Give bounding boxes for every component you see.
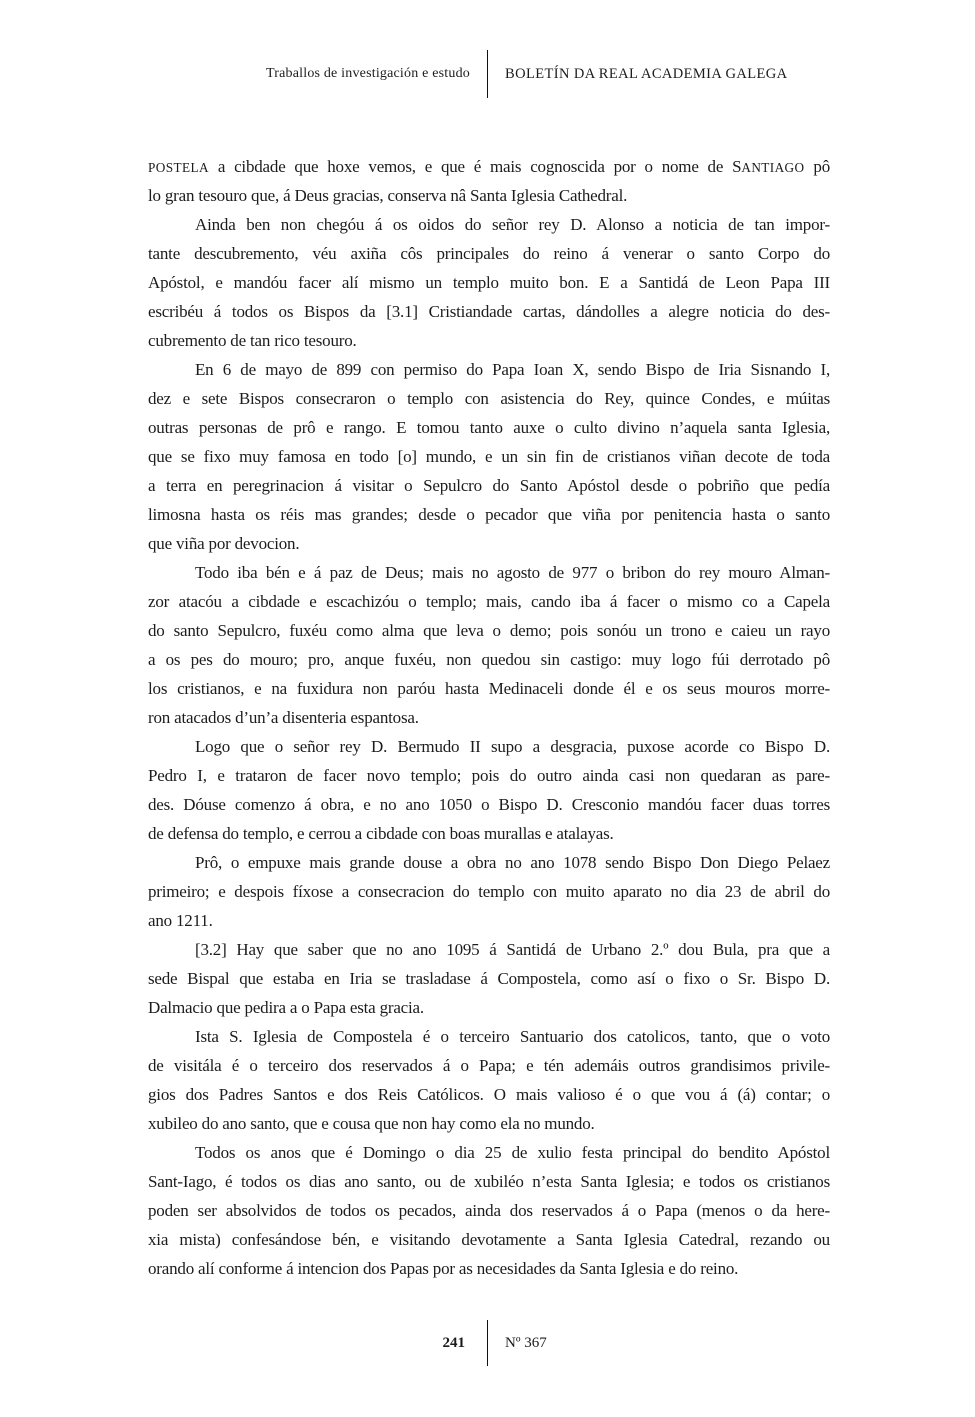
- text-line: a os pes do mouro; pro, anque fuxéu, non quedou sin castigo: muy logo fúi derrotado pô: [148, 650, 830, 669]
- text-line: [3.2] Hay que saber que no ano 1095 á Santidá de Urbano 2.º dou Bula, pra que a: [195, 940, 830, 959]
- text-line: des. Dóuse comenzo á obra, e no ano 1050 o Bispo D. Cresconio mandóu facer duas torres: [148, 795, 830, 814]
- text-line: En 6 de mayo de 899 con permiso do Papa Ioan X, sendo Bispo de Iria Sisnando I,: [195, 360, 830, 379]
- text-line: tante descubremento, véu axiña côs principales do reino á venerar o santo Corpo do: [148, 244, 830, 263]
- text-line: que se fixo muy famosa en todo [o] mundo, e un sin fin de cristianos viñan decote de toda: [148, 447, 830, 466]
- paragraph: [148, 1022, 830, 1138]
- text-line: gios dos Padres Santos e dos Reis Católicos. O mais valioso é o que vou á (á) contar; o: [148, 1085, 830, 1104]
- text-line: sede Bispal que estaba en Iria se trasladase á Compostela, como así o fixo o Sr. Bispo D.: [148, 969, 830, 988]
- paragraph: [148, 210, 830, 355]
- text-line: Todo iba bén e á paz de Deus; mais no agosto de 977 o bribon do rey mouro Alman-: [195, 563, 830, 582]
- text-line: de visitála é o terceiro dos reservados á o Papa; e tén ademáis outros grandisimos privile-: [148, 1056, 830, 1075]
- text-line: cubremento de tan rico tesouro.: [148, 331, 357, 350]
- text-line: que viña por devocion.: [148, 534, 300, 553]
- text-line: Sant-Iago, é todos os dias ano santo, ou de xubiléo n’esta Santa Iglesia; e todos os cristianos: [148, 1172, 830, 1191]
- paragraph: [148, 848, 830, 935]
- text-line: primeiro; e despois fíxose a consecracion do templo con muito aparato no dia 23 de abril do: [148, 882, 830, 901]
- page-footer: [0, 1320, 975, 1366]
- header-section-title: Traballos de investigación e estudo: [265, 66, 470, 81]
- text-line: do santo Sepulcro, fuxéu como alma que leva o demo; pois sonóu un trono e caieu un rayo: [148, 621, 830, 640]
- text-line: Prô, o empuxe mais grande douse a obra no ano 1078 sendo Bispo Don Diego Pelaez: [195, 853, 830, 872]
- text-line: de defensa do templo, e cerrou a cibdade con boas murallas e atalayas.: [148, 824, 614, 843]
- text-line: xubileo do ano santo, que e cousa que non hay como ela no mundo.: [148, 1114, 595, 1133]
- issue-number: Nº 367: [505, 1334, 547, 1351]
- paragraph: [148, 152, 830, 210]
- text-line: orando alí conforme á intencion dos Papas por as necesidades da Santa Iglesia e do reino.: [148, 1259, 739, 1278]
- text-line: Todos os anos que é Domingo o dia 25 de xulio festa principal do bendito Apóstol: [195, 1143, 830, 1162]
- text-line: zor atacóu a cibdade e escachizóu o templo; mais, cando iba á facer o mismo co a Capela: [148, 592, 830, 611]
- text-line: Ista S. Iglesia de Compostela é o terceiro Santuario dos catolicos, tanto, que o voto: [195, 1027, 830, 1046]
- paragraph: [148, 732, 830, 848]
- text-line: los cristianos, e na fuxidura non paróu hasta Medinaceli donde él e os seus mouros morre-: [148, 679, 830, 698]
- text-line: poden ser absolvidos de todos os pecados, ainda dos reservados á o Papa (menos o da here-: [148, 1201, 830, 1220]
- page-header: [0, 50, 975, 98]
- text-line: xia mista) confesándose bén, e visitando devotamente a Santa Iglesia Catedral, rezando ou: [148, 1230, 830, 1249]
- text-line: Ainda ben non chegóu á os oidos do señor rey D. Alonso a noticia de tan impor-: [195, 215, 830, 234]
- header-journal-title: BOLETÍN DA REAL ACADEMIA GALEGA: [505, 65, 788, 82]
- text-line: lo gran tesouro que, á Deus gracias, conserva nâ Santa Iglesia Cathedral.: [148, 186, 628, 205]
- text-line: Dalmacio que pedira a o Papa esta gracia.: [148, 998, 424, 1017]
- text-line: outras personas de prô e rango. E tomou tanto auxe o culto divino n’aquela santa Iglesia,: [148, 418, 830, 437]
- text-line: limosna hasta os réis mas grandes; desde o pecador que viña por penitencia hasta o santo: [148, 505, 830, 524]
- text-line: ano 1211.: [148, 911, 213, 930]
- text-line: dez e sete Bispos consecraron o templo con asistencia do Rey, quince Condes, e múitas: [148, 389, 830, 408]
- text-line: Logo que o señor rey D. Bermudo II supo a desgracia, puxose acorde co Bispo D.: [195, 737, 830, 756]
- text-line: Apóstol, e mandóu facer alí mismo un templo muito bon. E a Santidá de Leon Papa III: [148, 273, 830, 292]
- page-number: 241: [442, 1334, 465, 1351]
- paragraph: [148, 355, 830, 558]
- paragraph: [148, 558, 830, 732]
- text-line: POSTELA a cibdade que hoxe vemos, e que é mais cognoscida por o nome de SANTIAGO pô: [148, 157, 830, 176]
- body-text: [148, 152, 830, 1283]
- text-line: ron atacados d’un’a disenteria espantosa.: [148, 708, 419, 727]
- paragraph: [148, 935, 830, 1022]
- text-line: escribéu á todos os Bispos da [3.1] Cristiandade cartas, dándolles a alegre noticia do des-: [148, 302, 830, 321]
- text-line: a terra en peregrinacion á visitar o Sepulcro do Santo Apóstol desde o pobriño que pedía: [148, 476, 830, 495]
- text-line: Pedro I, e trataron de facer novo templo; pois do outro ainda casi non quedaran as pare-: [148, 766, 830, 785]
- paragraph: [148, 1138, 830, 1283]
